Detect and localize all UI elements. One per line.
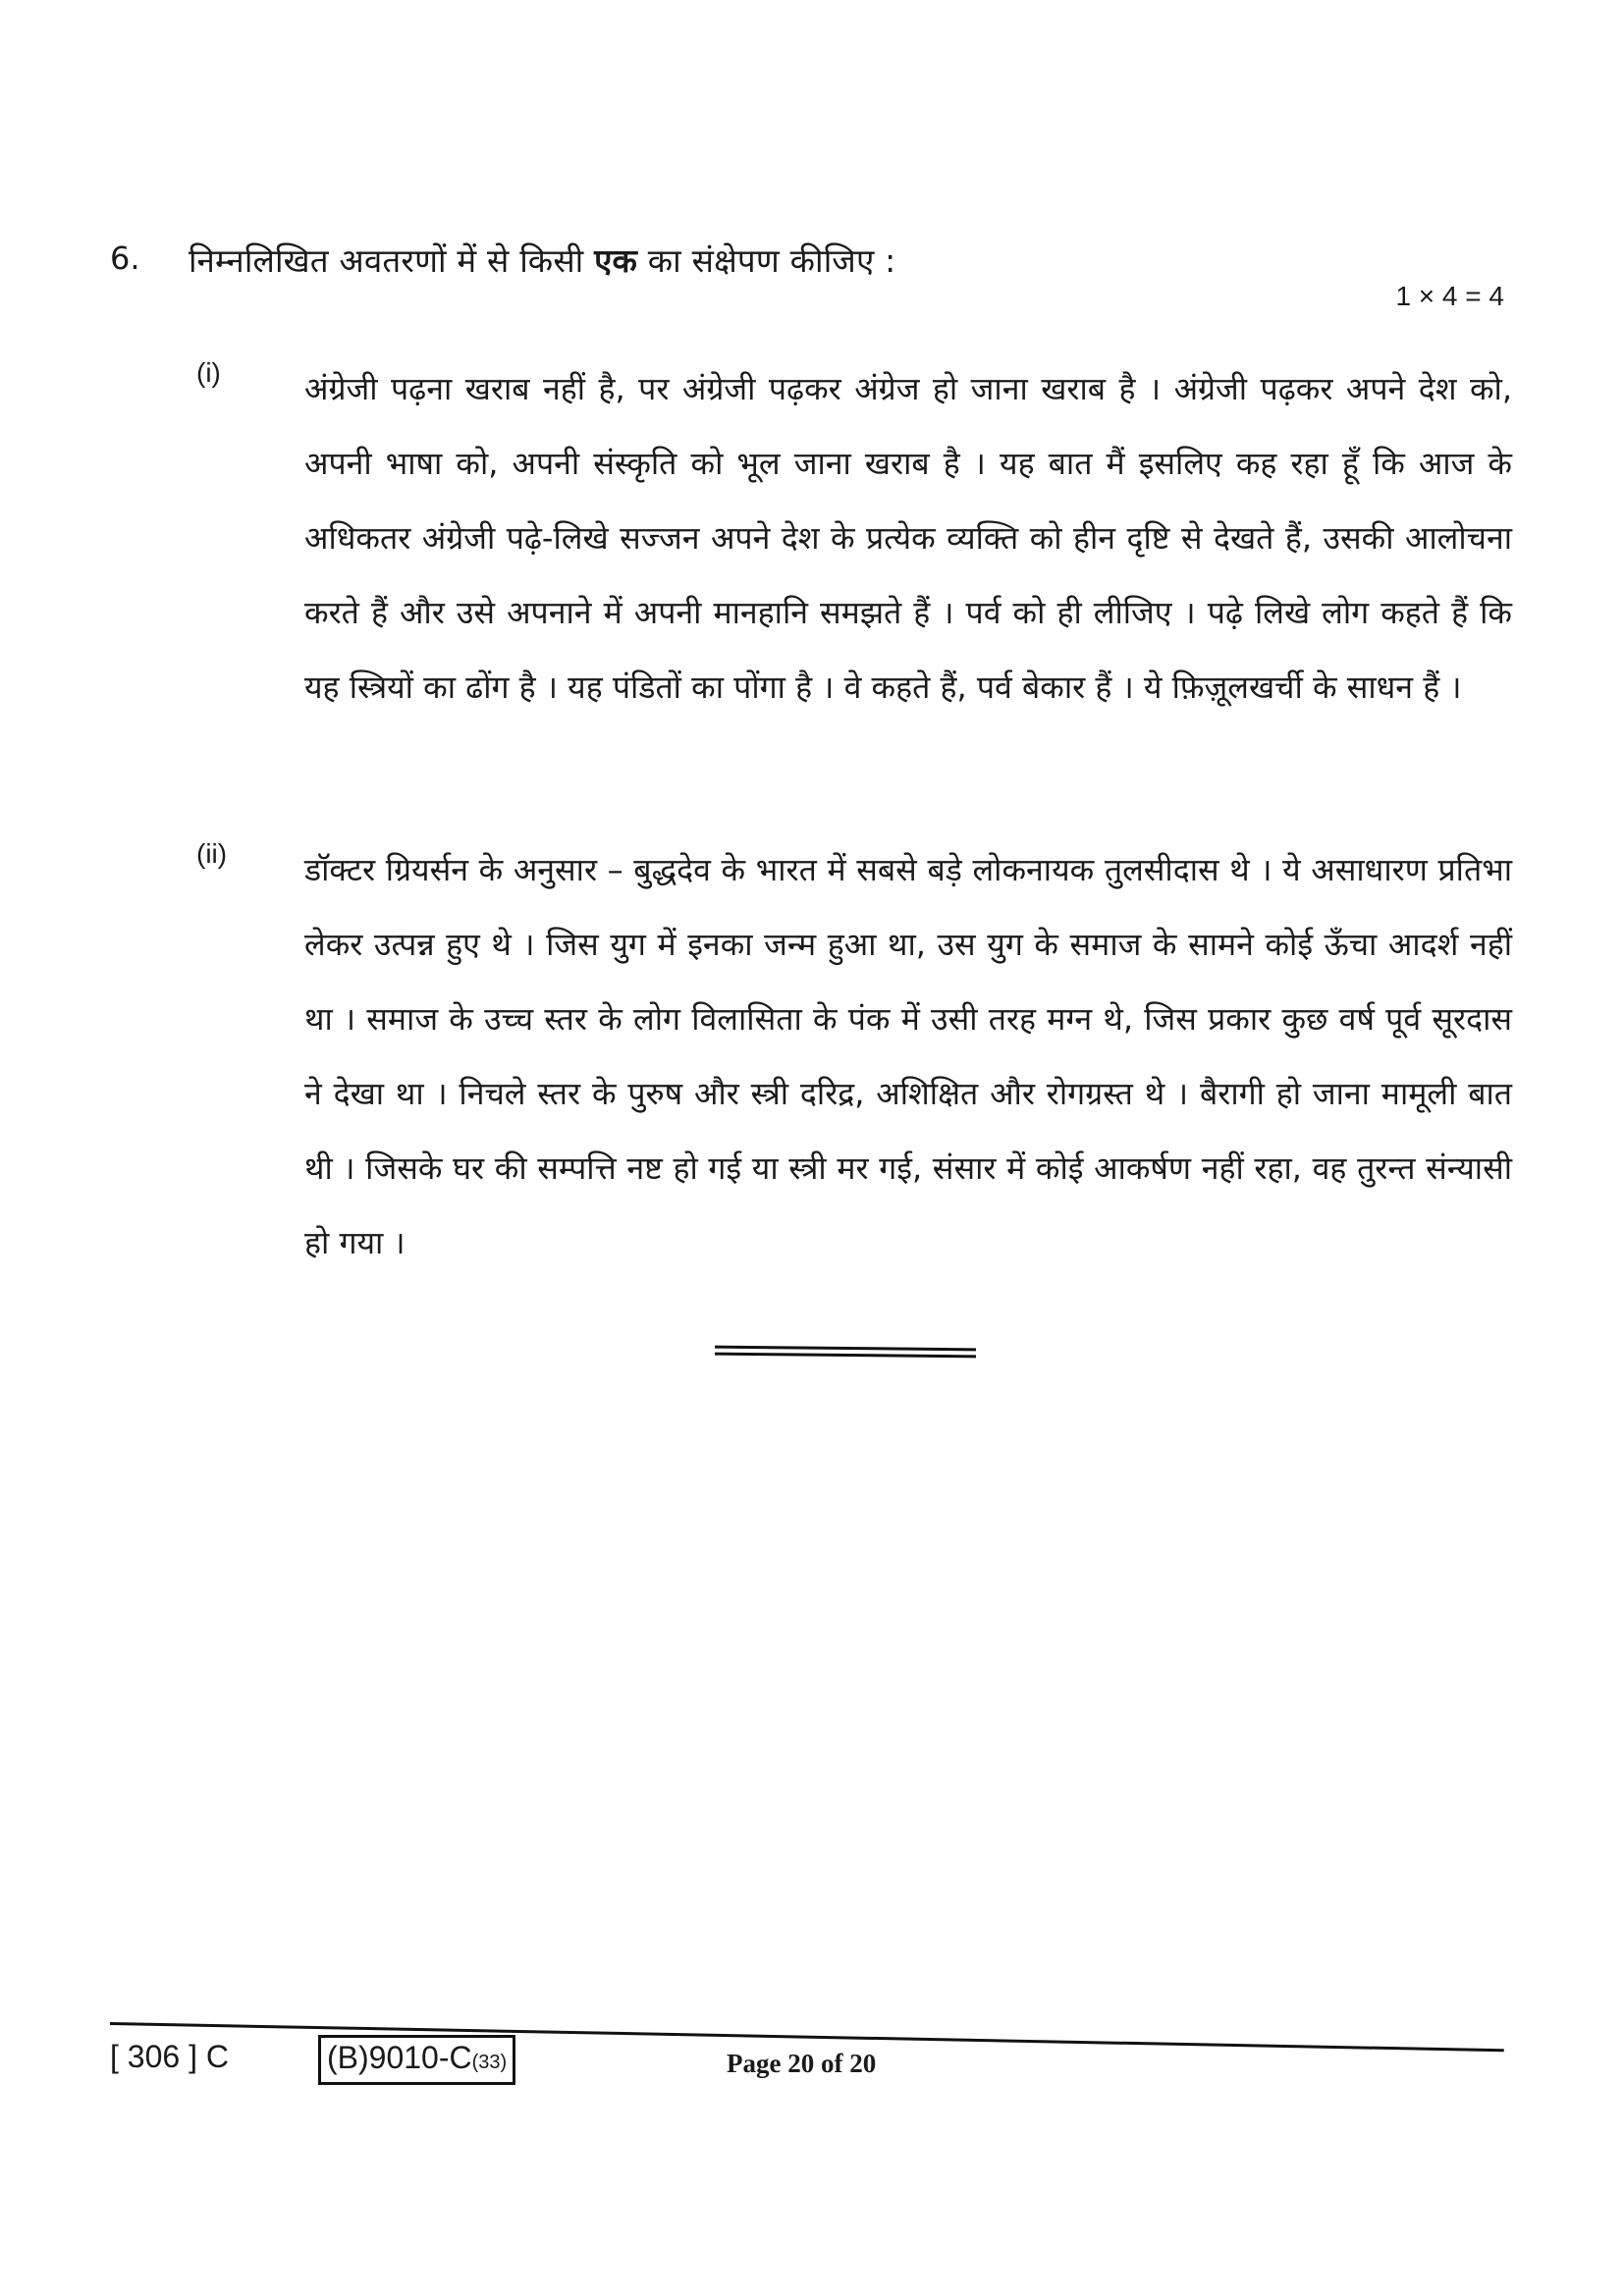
- end-divider: [715, 1347, 976, 1357]
- question-header: [110, 234, 1504, 311]
- passage-label: (i): [196, 357, 221, 388]
- question-instruction: निम्नलिखित अवतरणों में से किसी एक का संक्षेपण कीजिए :: [189, 241, 896, 280]
- page-number: Page 20 of 20: [727, 2049, 877, 2078]
- question-marks: 1 × 4 = 4: [1395, 281, 1504, 311]
- passage-text: डॉक्टर ग्रियर्सन के अनुसार – बुद्धदेव के भारत में सबसे बड़े लोकनायक तुलसीदास थे । ये असाधारण प्रतिभा लेकर उत्पन्न हुए थे । जिस युग में इनका जन्म हुआ था, उस युग के समाज के सामने कोई ऊँचा आदर्श नहीं था । समाज के उच्च स्तर के लोग विलासिता के पंक में उसी तरह मग्न थे, जिस प्रकार कुछ वर्ष पूर्व सूरदास ने देखा था । निचले स्तर के पुरुष और स्त्री दरिद्र, अशिक्षित और रोगग्रस्त थे । बैरागी हो जाना मामूली बात थी । जिसके घर की सम्पत्ति नष्ट हो गई या स्त्री मर गई, संसार में कोई आकर्षण नहीं रहा, वह तुरन्त संन्यासी हो गया ।: [304, 851, 1512, 1261]
- passage-text: अंग्रेजी पढ़ना खराब नहीं है, पर अंग्रेजी पढ़कर अंग्रेज हो जाना खराब है । अंग्रेजी पढ़कर अपने देश को, अपनी भाषा को, अपनी संस्कृति को भूल जाना खराब है । यह बात मैं इसलिए कह रहा हूँ कि आज के अधिकतर अंग्रेजी पढ़े-लिखे सज्जन अपने देश के प्रत्येक व्यक्ति को हीन दृष्टि से देखते हैं, उसकी आलोचना करते हैं और उसे अपनाने में अपनी मानहानि समझते हैं । पर्व को ही लीजिए । पढ़े लिखे लोग कहते हैं कि यह स्त्रियों का ढोंग है । यह पंडितों का पोंगा है । वे कहते हैं, पर्व बेकार हैं । ये फ़िज़ूलखर्ची के साधन हैं ।: [304, 370, 1512, 706]
- passage-ii: [196, 832, 1512, 1304]
- paper-code-box: (B)9010-C(33): [318, 2035, 515, 2085]
- footer-code: [ 306 ] C: [110, 2039, 229, 2074]
- passage-i: [196, 351, 1512, 803]
- page-footer: [110, 2035, 1504, 2094]
- instruction-emphasis: एक: [594, 241, 638, 280]
- passage-label: (ii): [196, 838, 228, 869]
- question-number: 6.: [110, 240, 140, 277]
